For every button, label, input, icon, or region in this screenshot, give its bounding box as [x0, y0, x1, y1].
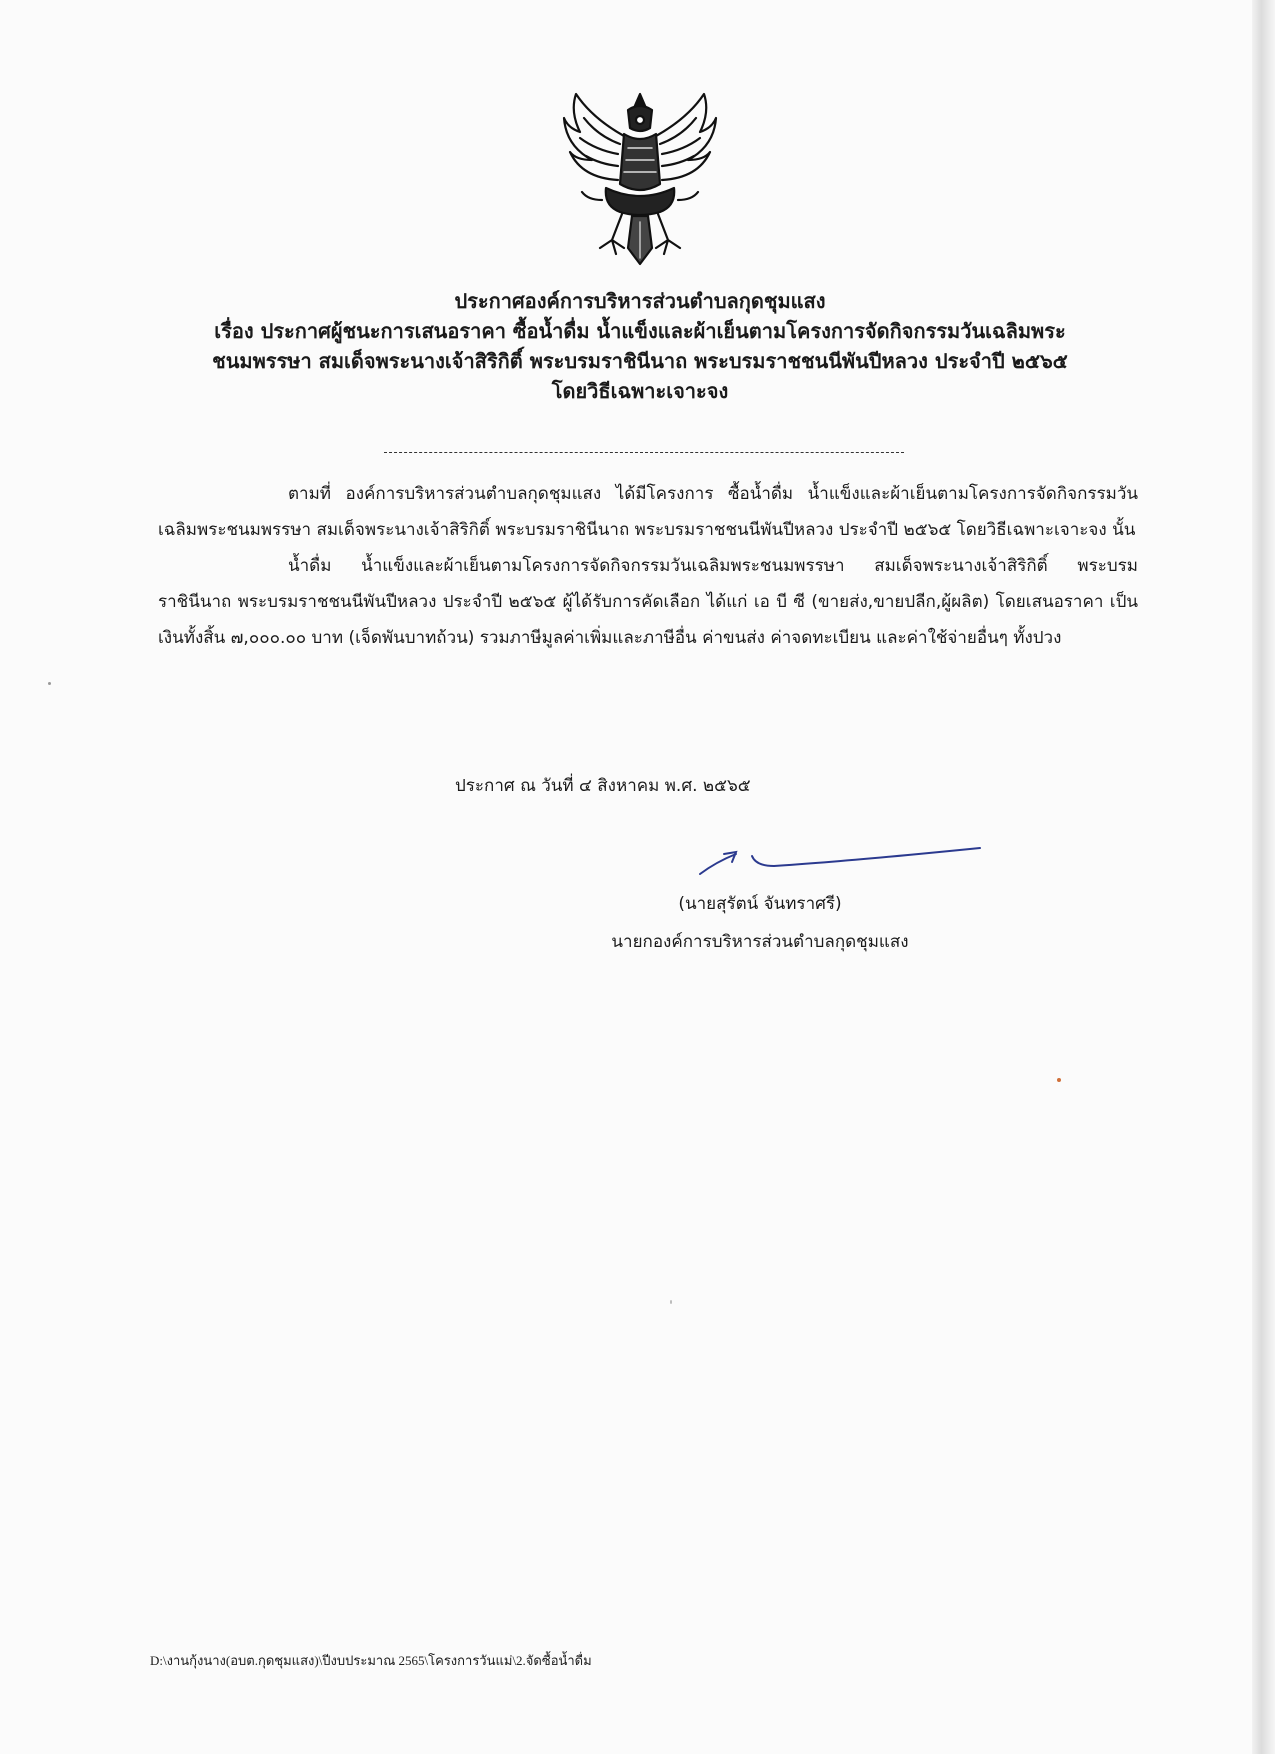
header-subject: เรื่อง ประกาศผู้ชนะการเสนอราคา ซื้อน้ำดื่ม น้ำแข็งและผ้าเย็นตามโครงการจัดกิจกรรมวันเฉลิมพระ [214, 319, 1066, 343]
scan-speck [670, 1300, 672, 1304]
garuda-emblem [562, 88, 718, 266]
header-subject-continued: ชนมพรรษา สมเด็จพระนางเจ้าสิริกิติ์ พระบรมราชินีนาถ พระบรมราชชนนีพันปีหลวง ประจำปี ๒๕๖๕ [212, 349, 1068, 373]
footer-file-path: D:\งานกุ้งนาง(อบต.กุดชุมแสง)\ปีงบประมาณ 2565\โครงการวันแม่\2.จัดซื้อน้ำดื่ม [150, 1653, 592, 1668]
scan-page-edge [1252, 0, 1275, 1754]
body-paragraph-1: ตามที่ องค์การบริหารส่วนตำบลกุดชุมแสง ได้มีโครงการ ซื้อน้ำดื่ม น้ำแข็งและผ้าเย็นตามโครงการจัดกิจกรรมวันเฉลิมพระชนมพรรษา สมเด็จพระนางเจ้าสิริกิติ์ พระบรมราชินีนาถ พระบรมราชชนนีพันปีหลวง ประจำปี ๒๕๖๕ โดยวิธีเฉพาะเจาะจง นั้น [158, 484, 1138, 540]
scan-speck [48, 682, 51, 685]
header-title: ประกาศองค์การบริหารส่วนตำบลกุดชุมแสง [454, 289, 826, 313]
dashed-divider [384, 452, 904, 453]
header-method: โดยวิธีเฉพาะเจาะจง [551, 379, 729, 403]
document-header [150, 286, 1130, 406]
body-paragraph-2: น้ำดื่ม น้ำแข็งและผ้าเย็นตามโครงการจัดกิจกรรมวันเฉลิมพระชนมพรรษา สมเด็จพระนางเจ้าสิริกิติ์ พระบรมราชินีนาถ พระบรมราชชนนีพันปีหลวง ประจำปี ๒๕๖๕ ผู้ได้รับการคัดเลือก ได้แก่ เอ บี ซี (ขายส่ง,ขายปลีก,ผู้ผลิต) โดยเสนอราคา เป็นเงินทั้งสิ้น ๗,๐๐๐.๐๐ บาท (เจ็ดพันบาทถ้วน) รวมภาษีมูลค่าเพิ่มและภาษีอื่น ค่าขนส่ง ค่าจดทะเบียน และค่าใช้จ่ายอื่นๆ ทั้งปวง [158, 556, 1138, 648]
announcement-date: ประกาศ ณ วันที่ ๔ สิงหาคม พ.ศ. ๒๕๖๕ [455, 776, 751, 796]
signatory-position: นายกองค์การบริหารส่วนตำบลกุดชุมแสง [611, 932, 909, 952]
handwritten-signature [690, 842, 990, 882]
document-body [158, 476, 1138, 656]
signatory-block [570, 885, 950, 961]
signatory-name: (นายสุรัตน์ จันทราศรี) [678, 894, 842, 914]
scan-speck [1057, 1078, 1061, 1082]
